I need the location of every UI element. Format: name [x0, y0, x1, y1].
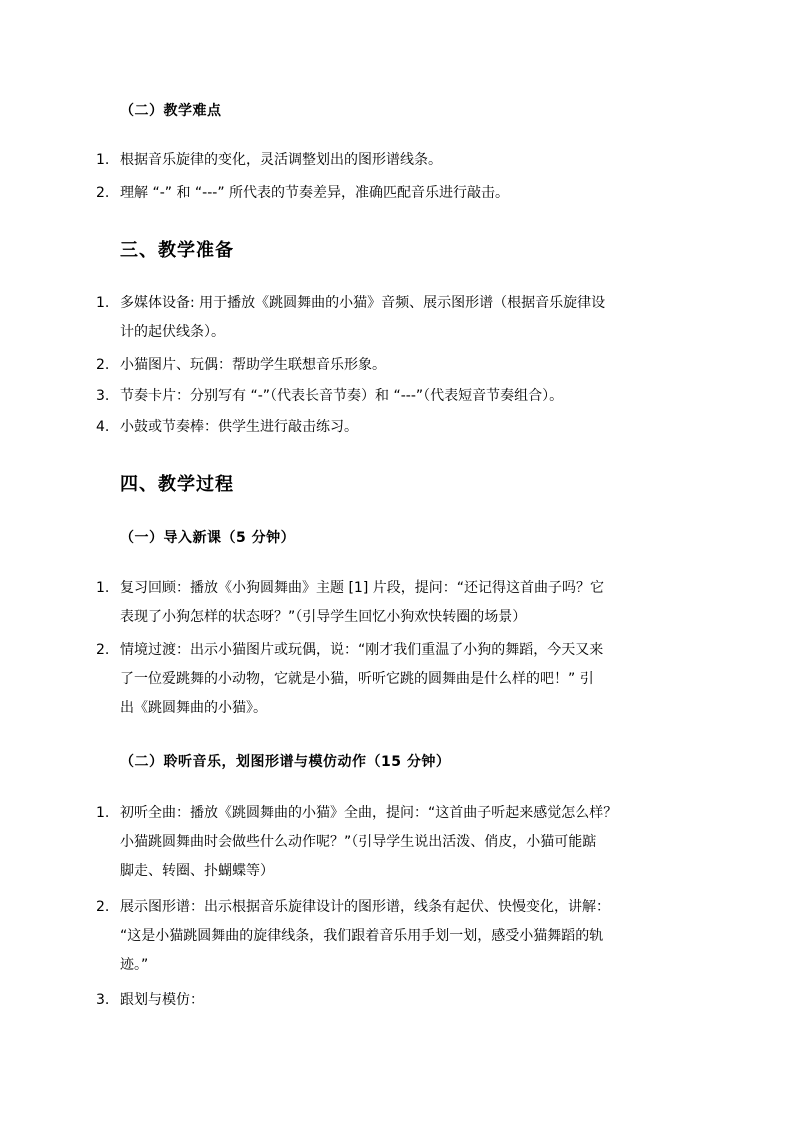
list-number: 2.: [96, 899, 110, 915]
list-item: [96, 893, 696, 980]
list-item: [96, 574, 696, 632]
list-item: [96, 351, 696, 380]
list-item: [96, 382, 696, 411]
list-text: 小猫跳圆舞曲时会做些什么动作呢？”（引导学生说出活泼、俏皮，小猫可能踮: [120, 834, 597, 850]
list-text: 理解 “-” 和 “---” 所代表的节奏差异，准确匹配音乐进行敲击。: [120, 185, 510, 201]
listening-heading: （二）聆听音乐，划图形谱与模仿动作（15 分钟）: [120, 754, 451, 770]
list-item: [96, 289, 696, 347]
list-number: 1.: [96, 295, 110, 311]
list-text: 表现了小狗怎样的状态呀？”（引导学生回忆小狗欢快转圈的场景）: [120, 609, 527, 625]
list-text: 小猫图片、玩偶：帮助学生联想音乐形象。: [120, 357, 386, 373]
list-number: 3.: [96, 388, 110, 404]
list-number: 1.: [96, 152, 110, 168]
list-text: 展示图形谱：出示根据音乐旋律设计的图形谱，线条有起伏、快慢变化，讲解：: [120, 899, 610, 915]
list-text: 小鼓或节奏棒：供学生进行敲击练习。: [120, 419, 358, 435]
process-heading: 四、教学过程: [120, 474, 234, 495]
list-text: 了一位爱跳舞的小动物，它就是小猫，听听它跳的圆舞曲是什么样的吧！” 引: [120, 671, 594, 687]
intro-heading: （一）导入新课（5 分钟）: [120, 530, 296, 546]
list-text: 复习回顾：播放《小狗圆舞曲》主题 [1] 片段，提问：“还记得这首曲子吗？它: [120, 580, 604, 596]
list-text: 迹。”: [120, 957, 149, 973]
list-text: 初听全曲：播放《跳圆舞曲的小猫》全曲，提问：“这首曲子听起来感觉怎么样？: [120, 805, 618, 821]
list-text: 出《跳圆舞曲的小猫》。: [120, 700, 267, 716]
list-text: 情境过渡：出示小猫图片或玩偶，说：“刚才我们重温了小狗的舞蹈，今天又来: [120, 642, 604, 658]
list-text: 脚走、转圈、扑蝴蝶等）: [120, 863, 274, 879]
preparation-heading: 三、教学准备: [120, 240, 234, 261]
list-item: [96, 146, 696, 175]
list-text: 节奏卡片：分别写有 “-”（代表长音节奏）和 “---”（代表短音节奏组合）。: [120, 388, 564, 404]
list-item: [96, 986, 696, 1015]
list-text: 跟划与模仿：: [120, 992, 204, 1008]
list-text: 根据音乐旋律的变化，灵活调整划出的图形谱线条。: [120, 152, 442, 168]
list-item: [96, 636, 696, 723]
list-text: “这是小猫跳圆舞曲的旋律线条，我们跟着音乐用手划一划，感受小猫舞蹈的轨: [120, 928, 604, 944]
list-text: 计的起伏线条）。: [120, 324, 225, 340]
difficulties-heading: （二）教学难点: [120, 103, 222, 119]
list-item: [96, 179, 696, 208]
list-number: 2.: [96, 357, 110, 373]
list-number: 3.: [96, 992, 110, 1008]
list-number: 1.: [96, 805, 110, 821]
list-number: 1.: [96, 580, 110, 596]
list-number: 2.: [96, 642, 110, 658]
list-item: [96, 413, 696, 442]
list-item: [96, 799, 696, 886]
list-number: 4.: [96, 419, 110, 435]
list-text: 多媒体设备: 用于播放《跳圆舞曲的小猫》音频、展示图形谱（根据音乐旋律设: [120, 295, 606, 311]
list-number: 2.: [96, 185, 110, 201]
